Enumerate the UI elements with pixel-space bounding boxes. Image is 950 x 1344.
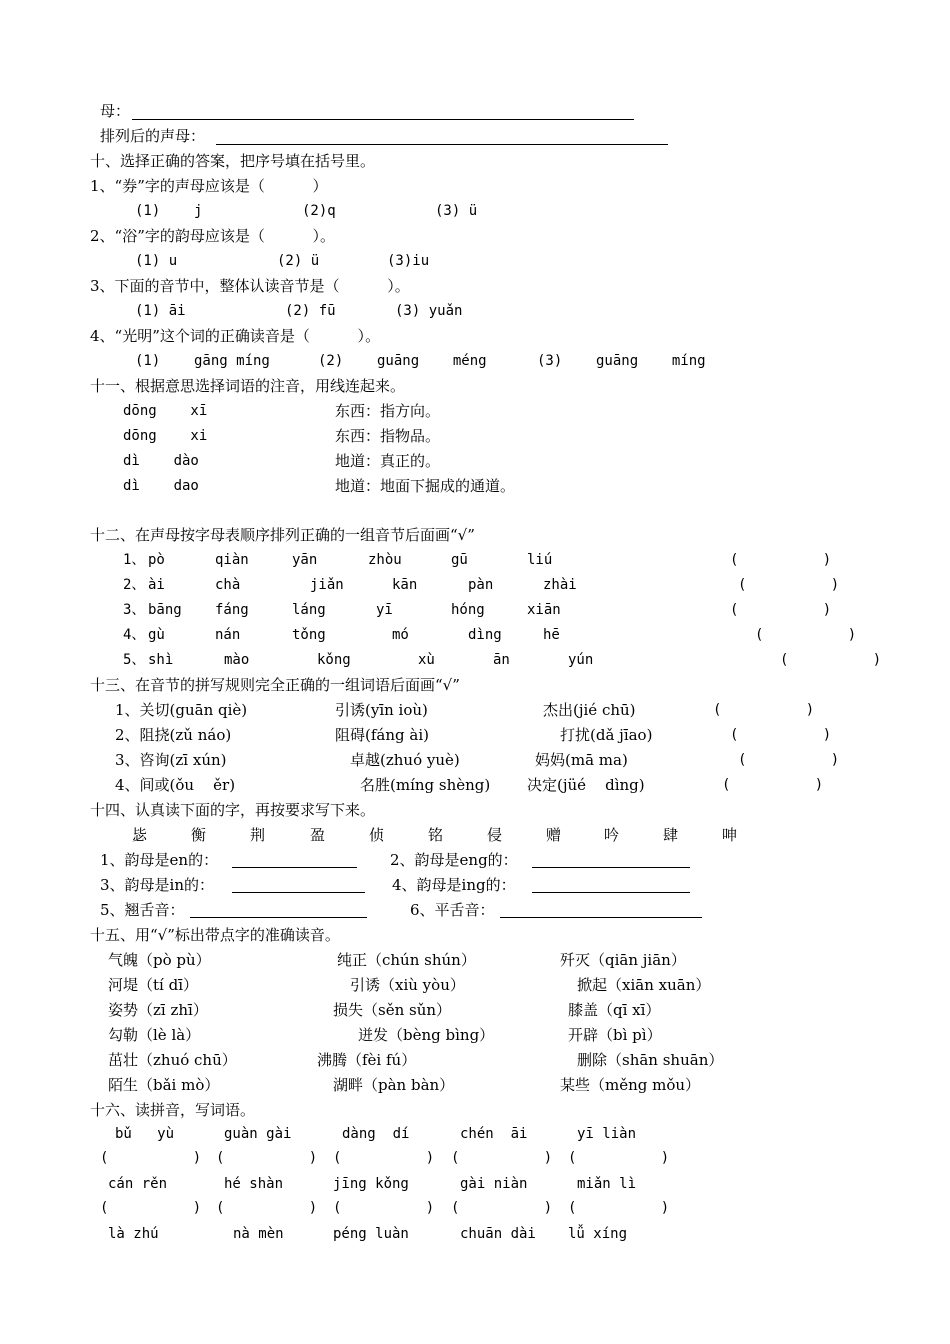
character: 铭 <box>428 826 444 844</box>
syllable: gù <box>148 627 165 643</box>
syllable: yān <box>292 552 318 568</box>
option: (1) j <box>135 203 203 219</box>
row-number: 5、 <box>123 652 146 668</box>
answer-paren[interactable]: ( ) <box>730 552 832 568</box>
pinyin-item: dì dao <box>123 478 199 494</box>
section-10-heading: 十、选择正确的答案，把序号填在括号里。 <box>90 152 376 170</box>
meaning-item: 东西：指方向。 <box>335 402 441 420</box>
word-option: 4、间或(ǒu ěr) <box>115 776 236 794</box>
syllable: hóng <box>451 602 485 618</box>
pinyin-word: gài niàn <box>460 1176 528 1192</box>
answer-paren[interactable]: ( ) <box>780 652 882 668</box>
question-4: 4、“光明”这个词的正确读音是（ ）。 <box>90 327 381 345</box>
option: (3)iu <box>387 253 430 269</box>
character: 侵 <box>487 826 503 844</box>
syllable: hē <box>543 627 560 643</box>
reading-choice: 引诱（xiù yòu） <box>350 976 465 994</box>
pinyin-word: chuān dài <box>460 1226 536 1242</box>
word-option: 阻碍(fáng ài) <box>335 726 429 744</box>
answer-paren[interactable]: ( ) <box>722 777 824 793</box>
syllable: qiàn <box>215 552 249 568</box>
pinyin-word: miǎn lì <box>577 1176 637 1192</box>
reading-choice: 损失（sěn sǔn） <box>333 1001 452 1019</box>
reading-choice: 勾勒（lè là） <box>108 1026 201 1044</box>
pinyin-word: guàn gài <box>224 1126 292 1142</box>
syllable: xù <box>418 652 435 668</box>
character: 肆 <box>663 826 679 844</box>
word-option: 妈妈(mā ma) <box>535 751 628 769</box>
option: (2)q <box>302 203 336 219</box>
syllable: láng <box>292 602 326 618</box>
syllable: xiān <box>527 602 561 618</box>
section-16-heading: 十六、读拼音，写词语。 <box>90 1101 256 1119</box>
character: 盈 <box>310 826 326 844</box>
syllable: tǒng <box>292 627 326 643</box>
syllable: yún <box>568 652 594 668</box>
sorted-label: 排列后的声母： <box>100 127 206 145</box>
character: 侦 <box>369 826 385 844</box>
answer-line[interactable] <box>532 867 690 868</box>
reading-choice: 开辟（bì pì） <box>568 1026 662 1044</box>
answer-paren[interactable]: ( ) <box>333 1200 435 1216</box>
pinyin-word: péng luàn <box>333 1226 409 1242</box>
answer-paren[interactable]: ( ) <box>738 577 840 593</box>
word-option: 2、阻挠(zǔ náo) <box>115 726 232 744</box>
syllable: gū <box>451 552 468 568</box>
syllable: kān <box>392 577 418 593</box>
character: 毖 <box>132 826 148 844</box>
section-15-heading: 十五、用“√”标出带点字的准确读音。 <box>90 926 340 944</box>
syllable: chà <box>215 577 241 593</box>
write-prompt: 2、韵母是eng的： <box>390 851 518 869</box>
answer-paren[interactable]: ( ) <box>730 727 832 743</box>
row-number: 1、 <box>123 552 146 568</box>
answer-paren[interactable]: ( ) <box>713 702 815 718</box>
reading-choice: 河堤（tí dī） <box>108 976 198 994</box>
write-prompt: 4、韵母是ing的： <box>392 876 516 894</box>
answer-paren[interactable]: ( ) <box>755 627 857 643</box>
reading-choice: 茁壮（zhuó chū） <box>108 1051 237 1069</box>
pinyin-item: dōng xī <box>123 403 208 419</box>
reading-choice: 删除（shān shuān） <box>577 1051 724 1069</box>
syllable: bāng <box>148 602 182 618</box>
write-prompt: 1、韵母是en的： <box>100 851 219 869</box>
word-option: 引诱(yīn ioù) <box>335 701 428 719</box>
syllable: mào <box>224 652 250 668</box>
option: (1) āi <box>135 303 186 319</box>
answer-paren[interactable]: ( ) <box>738 752 840 768</box>
reading-choice: 沸腾（fèi fú） <box>317 1051 417 1069</box>
reading-choice: 歼灭（qiān jiān） <box>560 951 686 969</box>
answer-line[interactable] <box>232 892 365 893</box>
character: 呻 <box>722 826 738 844</box>
meaning-item: 地道：真正的。 <box>335 452 441 470</box>
character: 衡 <box>191 826 207 844</box>
word-option: 3、咨询(zī xún) <box>115 751 227 769</box>
character: 吟 <box>604 826 620 844</box>
answer-line[interactable] <box>232 867 357 868</box>
option: (3) yuǎn <box>395 303 463 319</box>
word-option: 决定(jüé dìng) <box>527 776 645 794</box>
answer-paren[interactable]: ( ) <box>451 1200 553 1216</box>
pinyin-word: là zhú <box>108 1226 159 1242</box>
section-14-heading: 十四、认真读下面的字，再按要求写下来。 <box>90 801 376 819</box>
pinyin-word: nà mèn <box>233 1226 284 1242</box>
write-prompt: 3、韵母是in的： <box>100 876 215 894</box>
pinyin-word: chén āi <box>460 1126 528 1142</box>
write-prompt: 6、平舌音： <box>410 901 495 919</box>
answer-paren[interactable]: ( ) <box>568 1200 670 1216</box>
option: (2) fū <box>285 303 336 319</box>
option: (1) gāng míng <box>135 353 270 369</box>
row-number: 4、 <box>123 627 146 643</box>
syllable: pò <box>148 552 165 568</box>
answer-line[interactable] <box>190 917 367 918</box>
answer-line[interactable] <box>216 144 668 145</box>
row-number: 2、 <box>123 577 146 593</box>
syllable: liú <box>527 552 553 568</box>
option: (1) u <box>135 253 178 269</box>
syllable: zhài <box>543 577 577 593</box>
pinyin-item: dōng xi <box>123 428 208 444</box>
answer-paren[interactable]: ( ) <box>216 1200 318 1216</box>
syllable: jiǎn <box>310 577 344 593</box>
section-12-heading: 十二、在声母按字母表顺序排列正确的一组音节后面画“√” <box>90 526 475 544</box>
word-option: 卓越(zhuó yuè) <box>350 751 460 769</box>
write-prompt: 5、翘舌音： <box>100 901 185 919</box>
reading-choice: 掀起（xiān xuān） <box>577 976 711 994</box>
question-1: 1、“券”字的声母应该是（ ） <box>90 177 328 195</box>
syllable: mó <box>392 627 409 643</box>
word-option: 打扰(dǎ jīao) <box>560 726 653 744</box>
syllable: zhòu <box>368 552 402 568</box>
pinyin-word: cán rěn <box>108 1176 168 1192</box>
answer-paren[interactable]: ( ) <box>451 1150 553 1166</box>
answer-paren[interactable]: ( ) <box>100 1200 202 1216</box>
word-option: 杰出(jié chū) <box>543 701 636 719</box>
syllable: fáng <box>215 602 249 618</box>
reading-choice: 某些（měng mǒu） <box>560 1076 701 1094</box>
mu-label: 母： <box>100 102 131 120</box>
reading-choice: 膝盖（qī xī） <box>568 1001 661 1019</box>
word-option: 1、关切(guān qiè) <box>115 701 248 719</box>
syllable: ān <box>493 652 510 668</box>
reading-choice: 纯正（chún shún） <box>337 951 476 969</box>
syllable: ài <box>148 577 165 593</box>
syllable: shì <box>148 652 174 668</box>
pinyin-word: jīng kǒng <box>333 1176 409 1192</box>
question-3: 3、下面的音节中，整体认读音节是（ ）。 <box>90 277 410 295</box>
question-2: 2、“浴”字的韵母应该是（ ）。 <box>90 227 336 245</box>
reading-choice: 气魄（pò pù） <box>108 951 211 969</box>
section-13-heading: 十三、在音节的拼写规则完全正确的一组词语后面画“√” <box>90 676 460 694</box>
reading-choice: 迸发（bèng bìng） <box>358 1026 495 1044</box>
reading-choice: 姿势（zī zhī） <box>108 1001 208 1019</box>
section-11-heading: 十一、根据意思选择词语的注音，用线连起来。 <box>90 377 406 395</box>
answer-line[interactable] <box>532 892 690 893</box>
option: (2) guāng méng <box>318 353 487 369</box>
pinyin-word: yī liàn <box>577 1126 637 1142</box>
pinyin-item: dì dào <box>123 453 199 469</box>
meaning-item: 东西：指物品。 <box>335 427 441 445</box>
syllable: dìng <box>468 627 502 643</box>
answer-line[interactable] <box>500 917 702 918</box>
pinyin-word: hé shàn <box>224 1176 284 1192</box>
answer-paren[interactable]: ( ) <box>216 1150 318 1166</box>
meaning-item: 地道：地面下掘成的通道。 <box>335 477 516 495</box>
syllable: nán <box>215 627 241 643</box>
row-number: 3、 <box>123 602 146 618</box>
word-option: 名胜(míng shèng) <box>360 776 491 794</box>
pinyin-word: bǔ yù <box>115 1126 175 1142</box>
answer-line[interactable] <box>132 119 634 120</box>
option: (3) guāng míng <box>537 353 706 369</box>
answer-paren[interactable]: ( ) <box>333 1150 435 1166</box>
option: (2) ü <box>277 253 320 269</box>
option: (3) ü <box>435 203 478 219</box>
pinyin-word: dàng dí <box>342 1126 410 1142</box>
answer-paren[interactable]: ( ) <box>100 1150 202 1166</box>
reading-choice: 湖畔（pàn bàn） <box>333 1076 455 1094</box>
syllable: pàn <box>468 577 494 593</box>
reading-choice: 陌生（bǎi mò） <box>108 1076 220 1094</box>
character: 荆 <box>250 826 266 844</box>
syllable: yī <box>376 602 393 618</box>
answer-paren[interactable]: ( ) <box>568 1150 670 1166</box>
answer-paren[interactable]: ( ) <box>730 602 832 618</box>
syllable: kǒng <box>317 652 351 668</box>
pinyin-word: lǚ xíng <box>568 1226 628 1242</box>
character: 赠 <box>546 826 562 844</box>
